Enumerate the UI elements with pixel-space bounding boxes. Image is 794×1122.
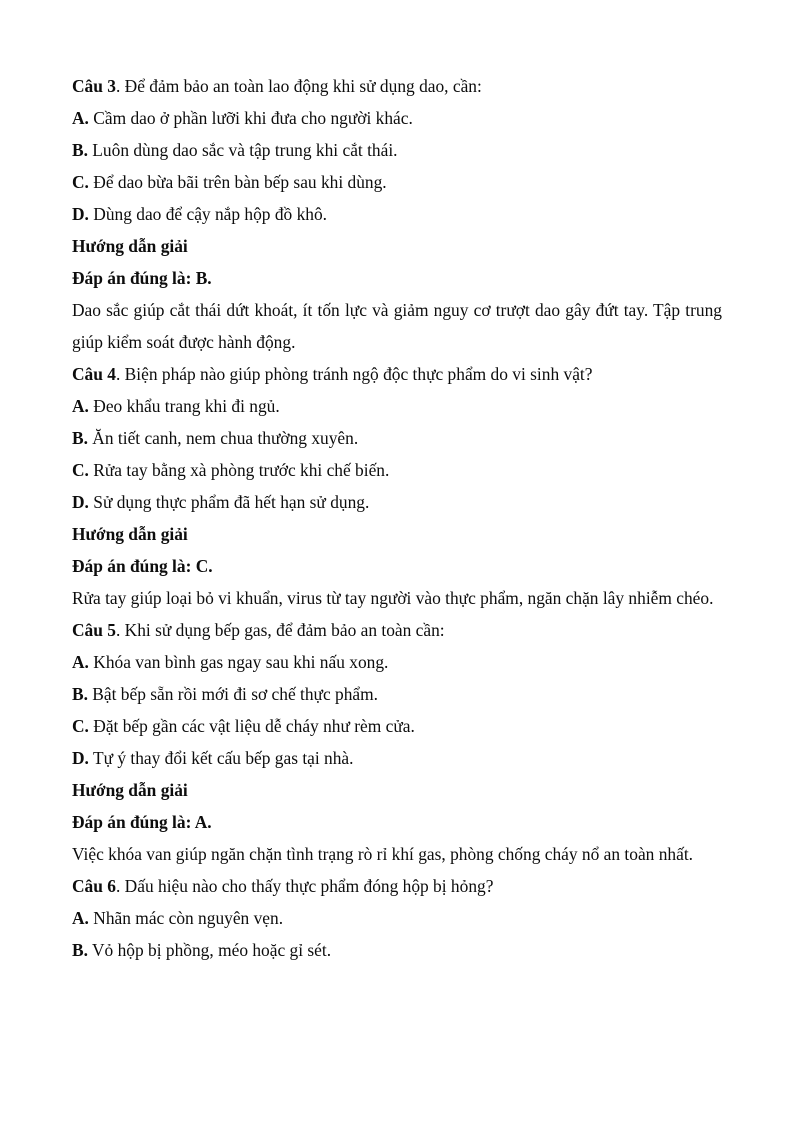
section-heading: Hướng dẫn giải: [72, 524, 188, 544]
answer-option: [72, 486, 722, 518]
option-text: Khóa van bình gas ngay sau khi nấu xong.: [88, 652, 389, 672]
answer-option: [72, 102, 722, 134]
answer-option: [72, 742, 722, 774]
answer-option: [72, 390, 722, 422]
question-prompt: . Để đảm bảo an toàn lao động khi sử dụng dao, cần:: [115, 76, 482, 96]
section-heading: Đáp án đúng là: A.: [72, 812, 212, 832]
question-line: [72, 870, 722, 902]
answer-option: [72, 198, 722, 230]
answer-option: [72, 646, 722, 678]
answer-option: [72, 134, 722, 166]
option-text: Bật bếp sẵn rồi mới đi sơ chế thực phẩm.: [87, 684, 379, 704]
option-text: Ăn tiết canh, nem chua thường xuyên.: [87, 428, 359, 448]
answer-option: [72, 422, 722, 454]
option-text: Đặt bếp gần các vật liệu dễ cháy như rèm cửa.: [88, 716, 415, 736]
option-letter: B.: [72, 940, 88, 960]
option-letter: C.: [72, 172, 89, 192]
option-text: Luôn dùng dao sắc và tập trung khi cắt thái.: [87, 140, 398, 160]
option-letter: B.: [72, 428, 88, 448]
answer-option: [72, 710, 722, 742]
question-number: Câu 5: [72, 620, 116, 640]
section-heading: Đáp án đúng là: B.: [72, 268, 212, 288]
option-text: Cầm dao ở phần lưỡi khi đưa cho người khác.: [88, 108, 413, 128]
answer-option: [72, 678, 722, 710]
explanation-paragraph: Rửa tay giúp loại bỏ vi khuẩn, virus từ tay người vào thực phẩm, ngăn chặn lây nhiễm chéo.: [72, 588, 714, 608]
question-prompt: . Khi sử dụng bếp gas, để đảm bảo an toàn cần:: [115, 620, 445, 640]
explanation-paragraph: Dao sắc giúp cắt thái dứt khoát, ít tốn lực và giảm nguy cơ trượt dao gây đứt tay. Tập trung giúp kiểm soát được hành động.: [72, 300, 722, 352]
option-text: Vỏ hộp bị phồng, méo hoặc gỉ sét.: [87, 940, 332, 960]
question-line: [72, 358, 722, 390]
question-line: [72, 70, 722, 102]
option-letter: B.: [72, 140, 88, 160]
option-text: Dùng dao để cậy nắp hộp đồ khô.: [88, 204, 328, 224]
option-text: Sử dụng thực phẩm đã hết hạn sử dụng.: [88, 492, 370, 512]
explanation-paragraph: Việc khóa van giúp ngăn chặn tình trạng rò rỉ khí gas, phòng chống cháy nổ an toàn nhất.: [72, 844, 693, 864]
question-number: Câu 6: [72, 876, 116, 896]
option-letter: A.: [72, 908, 89, 928]
option-letter: A.: [72, 652, 89, 672]
document-body: [72, 70, 722, 966]
answer-option: [72, 934, 722, 966]
option-letter: C.: [72, 460, 89, 480]
section-heading: Đáp án đúng là: C.: [72, 556, 213, 576]
option-letter: B.: [72, 684, 88, 704]
option-letter: C.: [72, 716, 89, 736]
answer-option: [72, 902, 722, 934]
option-letter: D.: [72, 492, 89, 512]
question-number: Câu 3: [72, 76, 116, 96]
option-text: Đeo khẩu trang khi đi ngủ.: [88, 396, 280, 416]
question-prompt: . Biện pháp nào giúp phòng tránh ngộ độc thực phẩm do vi sinh vật?: [115, 364, 593, 384]
question-line: [72, 614, 722, 646]
option-letter: A.: [72, 396, 89, 416]
option-text: Tự ý thay đổi kết cấu bếp gas tại nhà.: [88, 748, 354, 768]
answer-option: [72, 166, 722, 198]
option-letter: D.: [72, 204, 89, 224]
section-heading: Hướng dẫn giải: [72, 236, 188, 256]
question-number: Câu 4: [72, 364, 116, 384]
question-prompt: . Dấu hiệu nào cho thấy thực phẩm đóng hộp bị hỏng?: [115, 876, 494, 896]
option-letter: D.: [72, 748, 89, 768]
option-letter: A.: [72, 108, 89, 128]
option-text: Để dao bừa bãi trên bàn bếp sau khi dùng.: [88, 172, 387, 192]
section-heading: Hướng dẫn giải: [72, 780, 188, 800]
answer-option: [72, 454, 722, 486]
option-text: Rửa tay bằng xà phòng trước khi chế biến.: [88, 460, 390, 480]
option-text: Nhãn mác còn nguyên vẹn.: [88, 908, 284, 928]
